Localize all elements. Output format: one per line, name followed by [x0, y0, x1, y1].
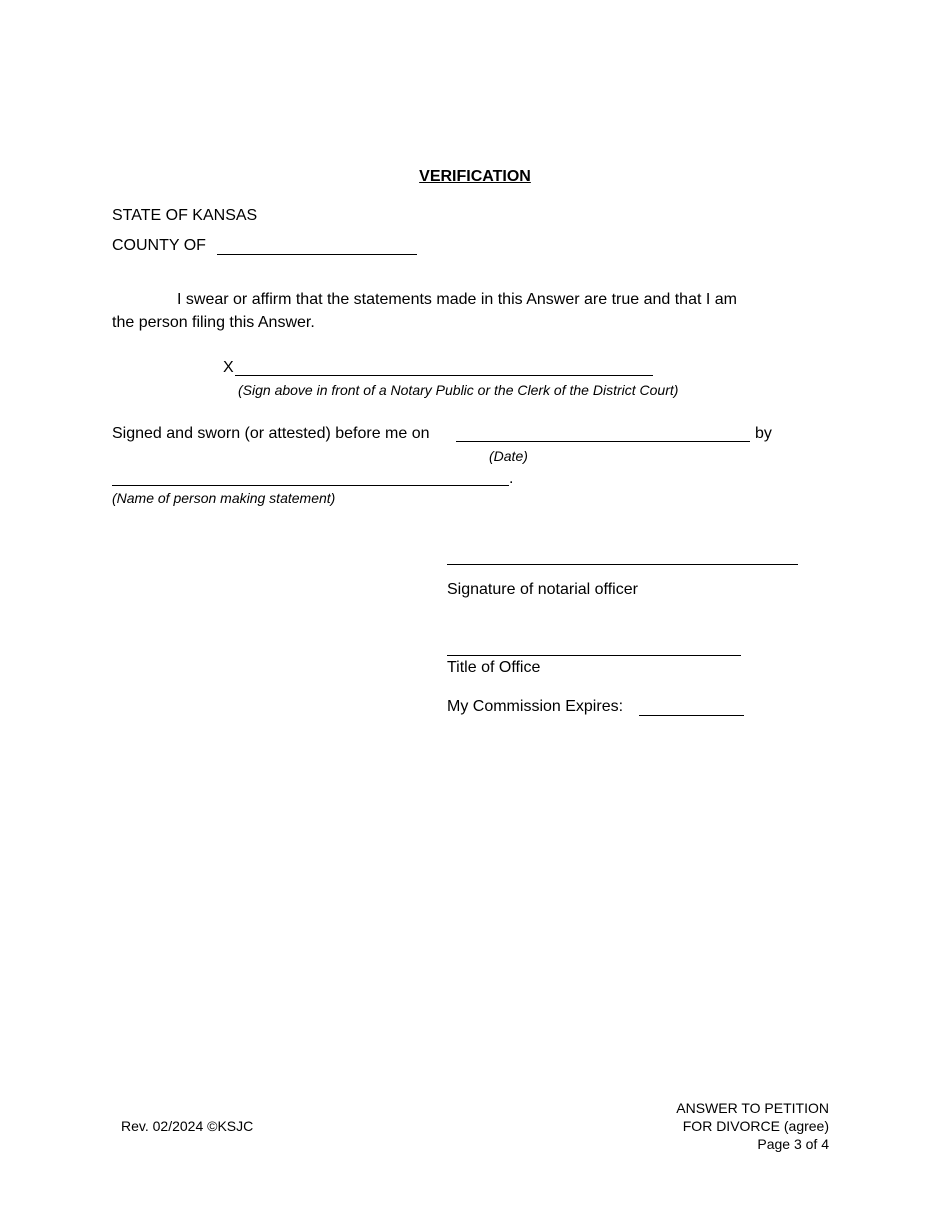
county-label: COUNTY OF: [112, 237, 206, 254]
name-period: .: [509, 470, 514, 487]
sworn-by-label: by: [755, 425, 772, 442]
signature-caption: (Sign above in front of a Notary Public or the Clerk of the District Court): [238, 382, 679, 398]
date-caption: (Date): [489, 448, 528, 464]
state-label: STATE OF KANSAS: [112, 207, 258, 224]
footer-revision: Rev. 02/2024 ©KSJC: [121, 1118, 254, 1134]
county-field[interactable]: [217, 254, 417, 255]
footer-document-info: [676, 1099, 829, 1153]
name-field[interactable]: [112, 485, 509, 486]
statement-text-line1: I swear or affirm that the statements made in this Answer are true and that I am: [177, 291, 737, 308]
title-of-office-label: Title of Office: [447, 659, 541, 676]
commission-expires-field[interactable]: [639, 715, 744, 716]
notary-signature-field[interactable]: [447, 564, 798, 565]
notary-signature-label: Signature of notarial officer: [447, 581, 638, 598]
signature-field[interactable]: [235, 375, 653, 376]
footer-doc-title-line1: ANSWER TO PETITION: [676, 1100, 829, 1116]
title-of-office-field[interactable]: [447, 655, 741, 656]
page-title: VERIFICATION: [419, 168, 531, 185]
commission-label: My Commission Expires:: [447, 698, 624, 715]
statement-text-line2: the person filing this Answer.: [112, 314, 315, 331]
footer-page-number: Page 3 of 4: [757, 1136, 829, 1152]
sign-mark: X: [223, 359, 234, 376]
sworn-label: Signed and sworn (or attested) before me on: [112, 425, 430, 442]
footer-doc-title-line2: FOR DIVORCE (agree): [682, 1118, 829, 1134]
date-field[interactable]: [456, 441, 750, 442]
name-caption: (Name of person making statement): [112, 490, 336, 506]
